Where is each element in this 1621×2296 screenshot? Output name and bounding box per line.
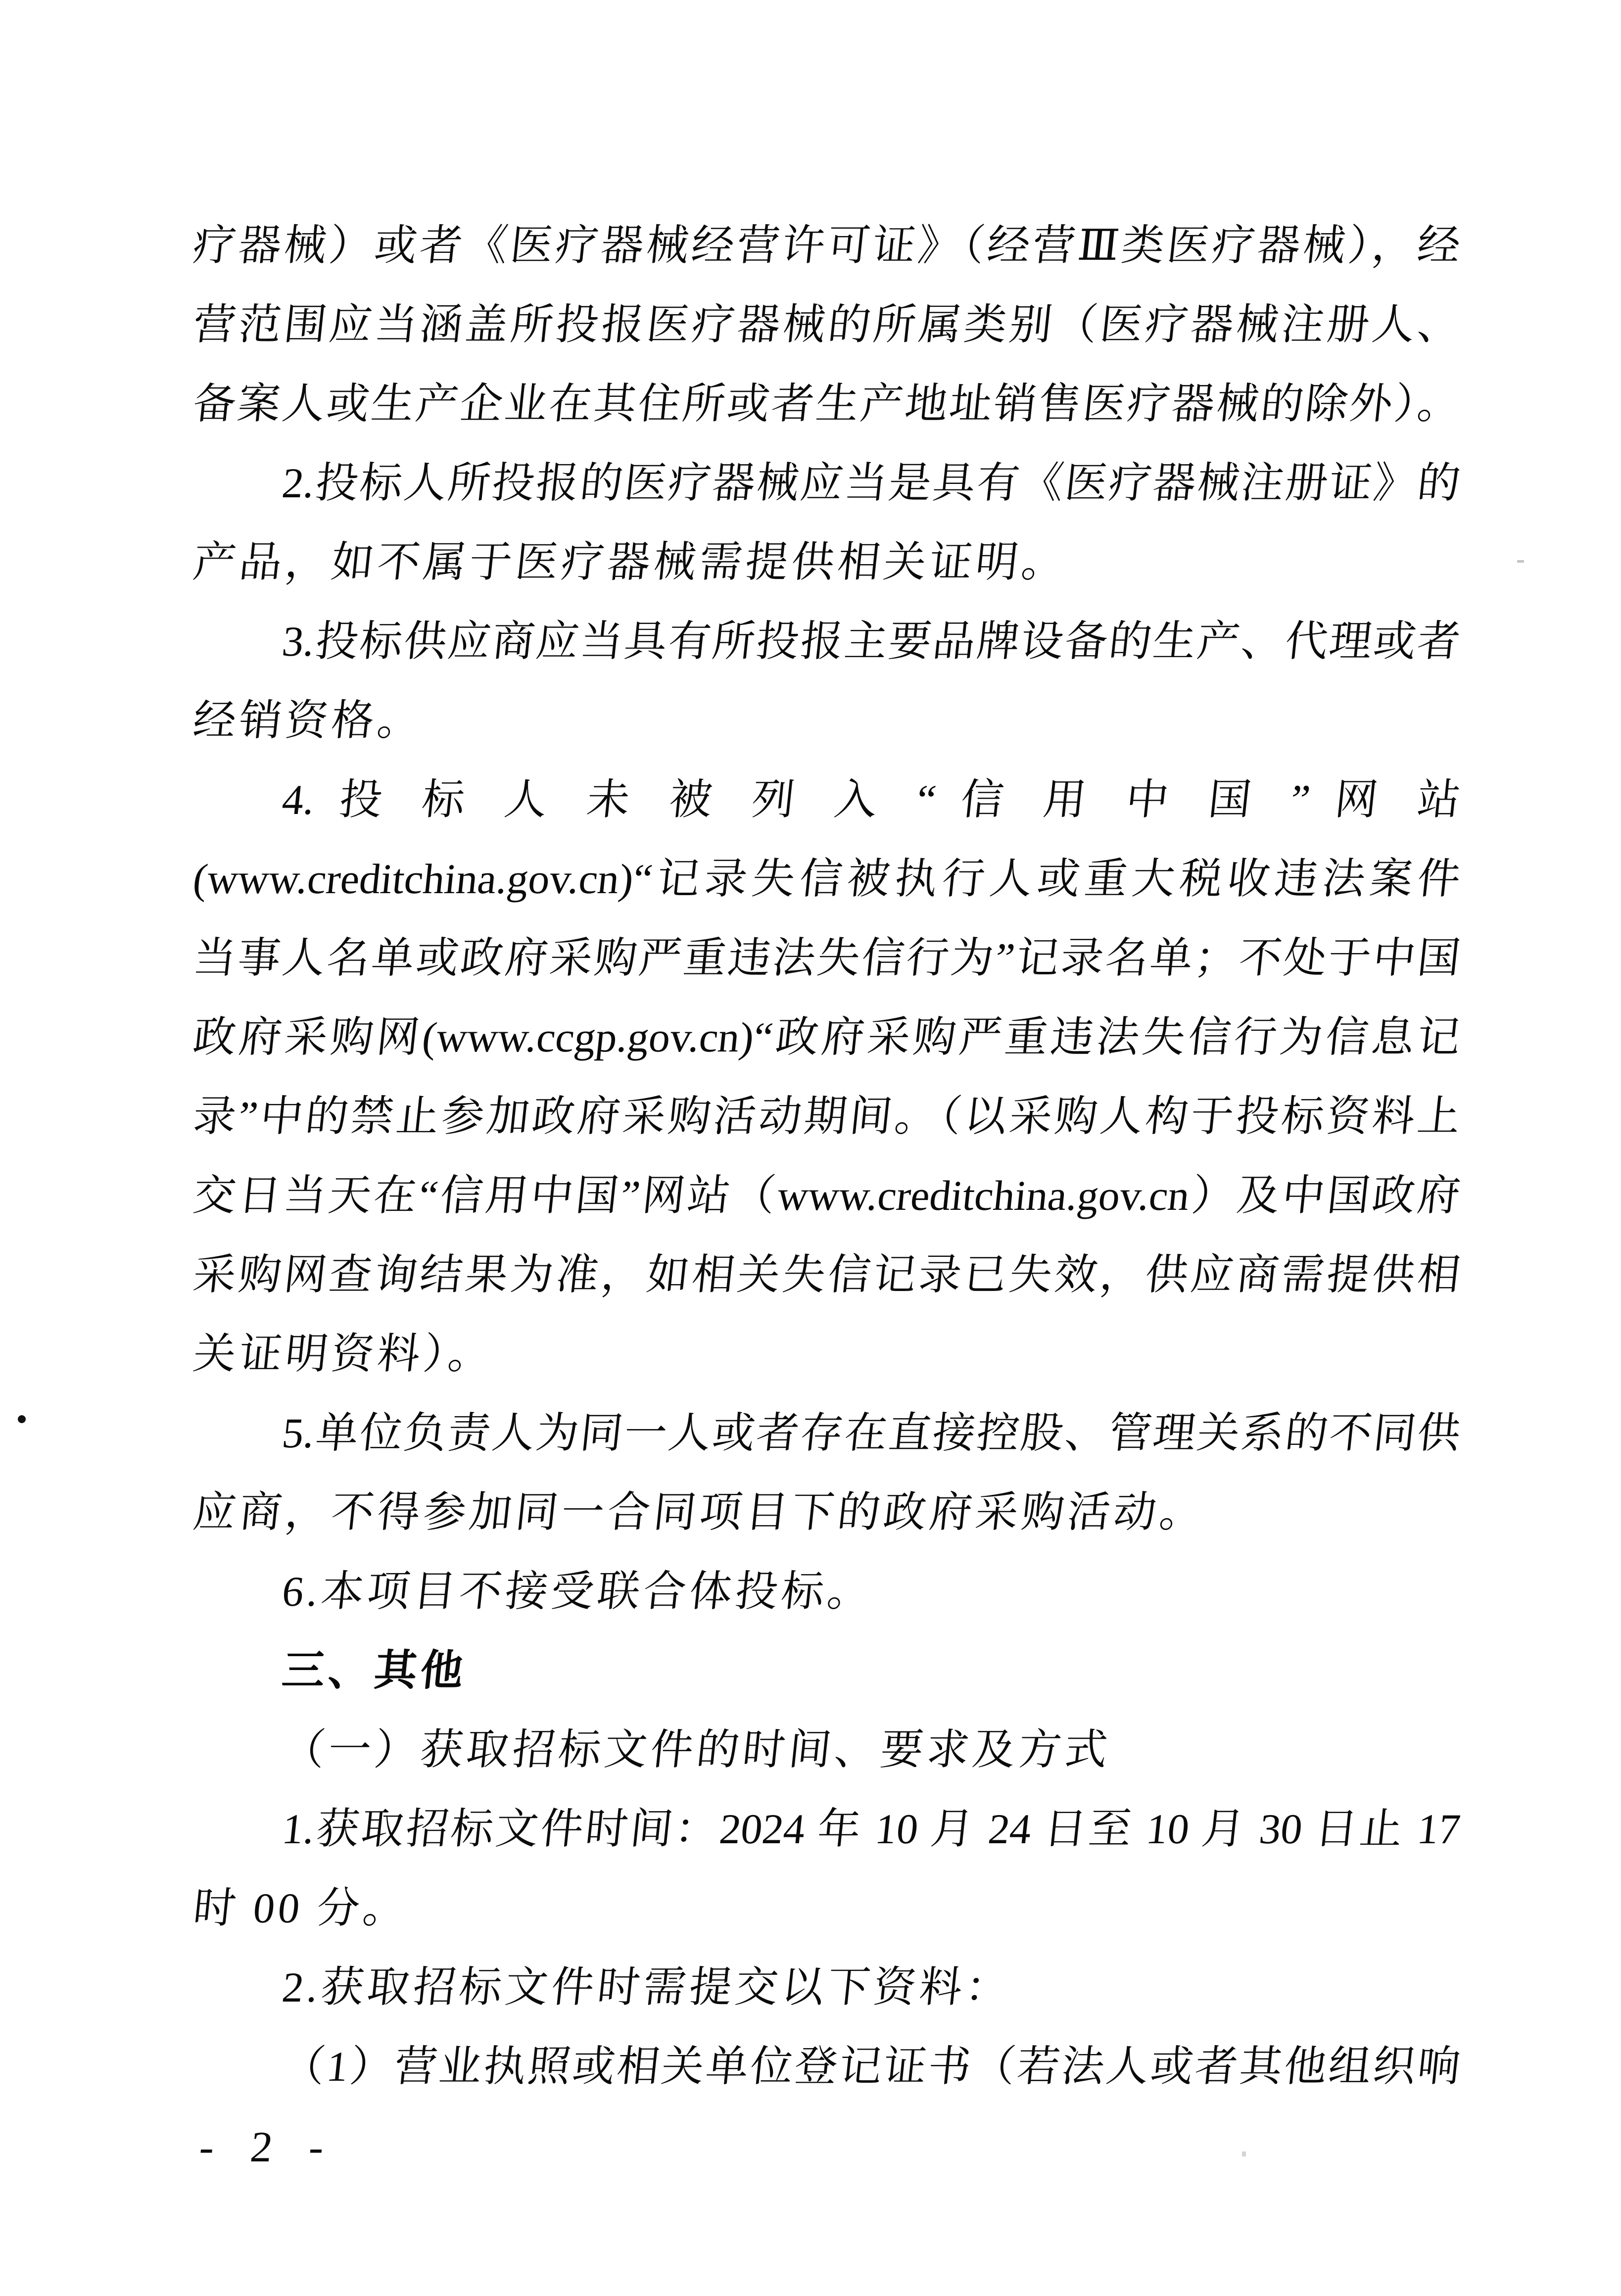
text-line: 录”中的禁止参加政府采购活动期间。（以采购人构于投标资料上 (191, 1093, 1463, 1140)
text-line: （1）营业执照或相关单位登记证书（若法人或者其他组织响 (280, 2043, 1463, 2090)
text-line: (www.creditchina.gov.cn)“记录失信被执行人或重大税收违法案件 (191, 855, 1463, 903)
text-line: 时 00 分。 (191, 1884, 412, 1932)
text-line: 三、其他 (280, 1647, 469, 1694)
document-body (189, 208, 1463, 2108)
text-line: 当事人名单或政府采购严重违法失信行为”记录名单；不处于中国 (191, 934, 1463, 982)
scan-speck (1517, 560, 1524, 563)
text-line: 5.单位负责人为同一人或者存在直接控股、管理关系的不同供 (280, 1409, 1463, 1457)
text-line: 应商，不得参加同一合同项目下的政府采购活动。 (191, 1488, 1208, 1536)
scan-speck (18, 1415, 26, 1423)
text-line: 产品，如不属于医疗器械需提供相关证明。 (191, 538, 1070, 586)
text-line: 6.本项目不接受联合体投标。 (280, 1568, 876, 1615)
text-line: 3.投标供应商应当具有所投报主要品牌设备的生产、代理或者 (280, 618, 1463, 665)
text-line: 备案人或生产企业在其住所或者生产地址销售医疗器械的除外）。 (191, 380, 1463, 428)
text-line: 政府采购网(www.ccgp.gov.cn)“政府采购严重违法失信行为信息记 (191, 1013, 1463, 1061)
text-line: 1.获取招标文件时间：2024 年 10 月 24 日至 10 月 30 日止 17 (280, 1805, 1463, 1853)
text-line: 经销资格。 (191, 697, 426, 744)
text-line: 交日当天在“信用中国”网站（www.creditchina.gov.cn）及中国政府 (191, 1172, 1463, 1219)
scan-speck (1242, 2152, 1246, 2156)
text-line: 关证明资料）。 (191, 1330, 497, 1378)
text-line: 采购网查询结果为准，如相关失信记录已失效，供应商需提供相 (191, 1251, 1463, 1298)
text-line: 2.获取招标文件时需提交以下资料： (280, 1963, 1014, 2011)
text-line: 疗器械）或者《医疗器械经营许可证》（经营Ⅲ类医疗器械），经 (191, 222, 1463, 269)
text-line: 2.投标人所投报的医疗器械应当是具有《医疗器械注册证》的 (280, 459, 1463, 507)
text-line: 4. 投 标 人 未 被 列 入 “ 信 用 中 国 ” 网 站 (280, 776, 1463, 823)
page-number: - 2 - (197, 2123, 339, 2171)
text-line: （一）获取招标文件的时间、要求及方式 (280, 1726, 1113, 1773)
text-line: 营范围应当涵盖所投报医疗器械的所属类别（医疗器械注册人、 (191, 301, 1463, 348)
